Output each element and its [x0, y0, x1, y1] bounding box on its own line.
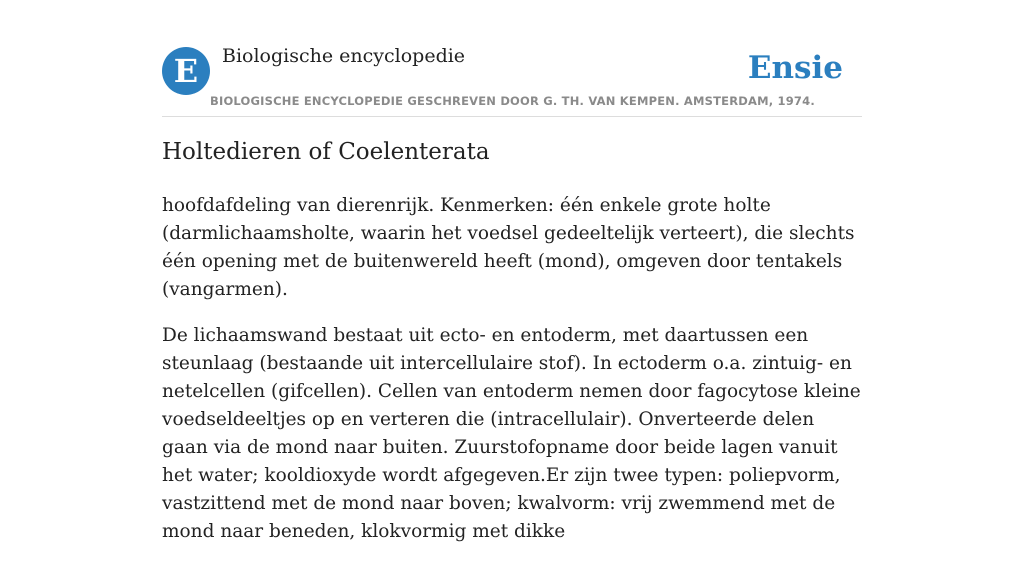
ensie-brand-link[interactable]: Ensie: [747, 50, 843, 86]
encyclopedia-logo-icon[interactable]: E: [162, 47, 210, 95]
encyclopedia-subtitle: BIOLOGISCHE ENCYCLOPEDIE GESCHREVEN DOOR G. TH. VAN KEMPEN. AMSTERDAM, 1974.: [210, 94, 815, 108]
article-title: Holtedieren of Coelenterata: [162, 139, 490, 165]
article-body: [162, 192, 862, 564]
site-title-link[interactable]: Biologische encyclopedie: [222, 45, 466, 67]
page: [162, 0, 862, 542]
article-paragraph: De lichaamswand bestaat uit ecto- en entoderm, met daartussen een steunlaag (bestaande uit intercellulaire stof). In ectoderm o.a. zintuig- en netelcellen (gifcellen). Cellen van entoderm nemen door fagocytose kleine voedseldeeltjes op en verteren die (intracellulair). Onverteerde delen gaan via de mond naar buiten. Zuurstofopname door beide lagen vanuit het water; kooldioxyde wordt afgegeven.Er zijn twee typen: poliepvorm, vastzittend met de mond naar boven; kwalvorm: vrij zwemmend met de mond naar beneden, klokvormig met dikke: [162, 325, 861, 542]
article-paragraph: hoofdafdeling van dierenrijk. Kenmerken: één enkele grote holte (darmlichaamsholte, waarin het voedsel gedeeltelijk verteert), die slechts één opening met de buitenwereld heeft (mond), omgeven door tentakels (vangarmen).: [162, 195, 855, 300]
header: [162, 0, 862, 117]
